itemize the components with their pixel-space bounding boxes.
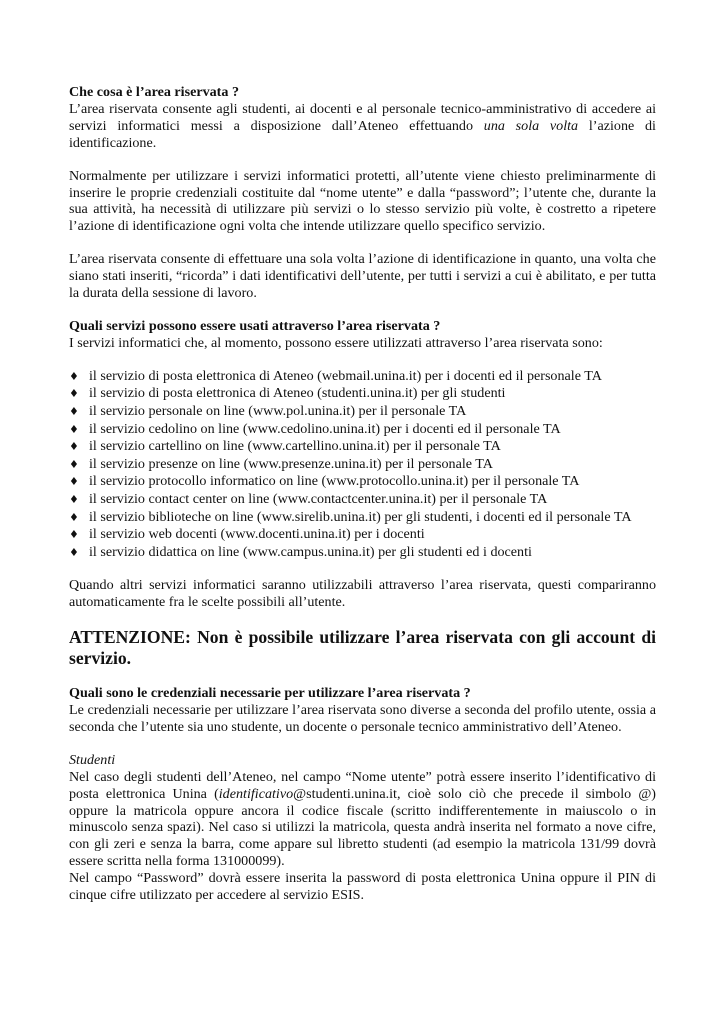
service-item-text: il servizio web docenti (www.docenti.unina.it) per i docenti: [89, 526, 425, 543]
diamond-bullet-icon: ♦: [69, 457, 79, 471]
paragraph-students-username: [69, 769, 656, 870]
service-list-item: [69, 456, 656, 474]
paragraph-normal-login: Normalmente per utilizzare i servizi informatici protetti, all’utente viene chiesto preliminarmente di inserire le proprie credenziali costituite dal “nome utente” e dalla “password”; l’utente che, durante la sua attività, ha necessità di utilizzare più servizi o lo stesso servizio più volte, è costretto a ripetere l’azione di identificazione ogni volta che intende utilizzare quello specifico servizio.: [69, 167, 656, 235]
paragraph-students-username-b: @studenti.unina.it, cioè solo ciò che precede il simbolo @) oppure la matricola oppure ancora il codice fiscale (scritto indifferentemente in maiuscolo o in minuscolo senza spazi). Nel caso si utilizzi la matricola, questa andrà inserita nel formato a nove cifre, con gli zeri e senza la barra, come appare sul libretto studenti (ad esempio la matricola 131/99 dovrà essere scritta nella forma 131000099).: [69, 785, 656, 870]
service-list-item: [69, 473, 656, 491]
service-item-text: il servizio presenze on line (www.presenze.unina.it) per il personale TA: [89, 455, 493, 472]
section-heading-services: Quali servizi possono essere usati attraverso l’area riservata ?: [69, 317, 441, 334]
service-list-item: [69, 509, 656, 527]
paragraph-students-username-emphasis: identificativo: [218, 785, 294, 802]
service-item-text: il servizio protocollo informatico on line (www.protocollo.unina.it) per il personale TA: [89, 473, 580, 490]
diamond-bullet-icon: ♦: [69, 440, 79, 454]
diamond-bullet-icon: ♦: [69, 404, 79, 418]
service-item-text: il servizio cartellino on line (www.cartellino.unina.it) per il personale TA: [89, 438, 501, 455]
paragraph-services-intro: I servizi informatici che, al momento, possono essere utilizzati attraverso l’area riservata sono:: [69, 334, 603, 351]
diamond-bullet-icon: ♦: [69, 492, 79, 506]
document-page: [69, 84, 656, 904]
diamond-bullet-icon: ♦: [69, 422, 79, 436]
service-list-item: [69, 438, 656, 456]
paragraph-intro-emphasis: una sola volta: [483, 117, 579, 134]
paragraph-intro-a: L’area riservata consente agli studenti, ai docenti e al personale tecnico-amministrativo di accedere ai servizi informatici messi a disposizione dall’Ateneo effettuando: [69, 100, 656, 134]
diamond-bullet-icon: ♦: [69, 510, 79, 524]
diamond-bullet-icon: ♦: [69, 475, 79, 489]
service-list-item: [69, 491, 656, 509]
subheading-students: [69, 752, 656, 769]
paragraph-students-password: Nel campo “Password” dovrà essere inserita la password di posta elettronica Unina oppure il PIN di cinque cifre utilizzato per accedere al servizio ESIS.: [69, 870, 656, 904]
section-heading-credentials: Quali sono le credenziali necessarie per utilizzare l’area riservata ?: [69, 685, 471, 702]
subheading-students-label: Studenti: [69, 751, 116, 768]
service-item-text: il servizio biblioteche on line (www.sirelib.unina.it) per gli studenti, i docenti ed il personale TA: [89, 508, 632, 525]
service-list-item: [69, 403, 656, 421]
diamond-bullet-icon: ♦: [69, 528, 79, 542]
warning-heading: ATTENZIONE: Non è possibile utilizzare l’area riservata con gli account di servizio.: [69, 627, 656, 669]
service-item-text: il servizio personale on line (www.pol.unina.it) per il personale TA: [89, 402, 467, 419]
paragraph-credentials-intro: Le credenziali necessarie per utilizzare l’area riservata sono diverse a seconda del profilo utente, ossia a seconda che l’utente sia uno studente, un docente o personale tecnico amministrativo dell’Ateneo.: [69, 702, 656, 735]
service-item-text: il servizio di posta elettronica di Ateneo (studenti.unina.it) per gli studenti: [89, 385, 506, 402]
paragraph-intro: [69, 101, 656, 152]
diamond-bullet-icon: ♦: [69, 545, 79, 559]
section-heading-what-is: Che cosa è l’area riservata ?: [69, 84, 239, 100]
diamond-bullet-icon: ♦: [69, 387, 79, 401]
paragraph-single-sign-on: L’area riservata consente di effettuare una sola volta l’azione di identificazione in quanto, una volta che siano stati inseriti, “ricorda” i dati identificativi dell’utente, per tutti i servizi a cui è abilitato, e per tutta la durata della sessione di lavoro.: [69, 251, 656, 302]
service-item-text: il servizio di posta elettronica di Ateneo (webmail.unina.it) per i docenti ed il personale TA: [89, 367, 602, 384]
service-item-text: il servizio contact center on line (www.contactcenter.unina.it) per il personale TA: [89, 490, 548, 507]
service-list-item: [69, 385, 656, 403]
paragraph-students-username-a: Nel caso degli studenti dell’Ateneo, nel campo “Nome utente” potrà essere inserito l’identificativo di posta elettronica Unina (: [69, 768, 656, 802]
service-list-item: [69, 368, 656, 386]
service-item-text: il servizio cedolino on line (www.cedolino.unina.it) per i docenti ed il personale TA: [89, 420, 561, 437]
diamond-bullet-icon: ♦: [69, 369, 79, 383]
services-list: [69, 368, 656, 562]
paragraph-intro-b: l’azione di identificazione.: [69, 117, 656, 151]
service-list-item: [69, 544, 656, 562]
service-item-text: il servizio didattica on line (www.campus.unina.it) per gli studenti ed i docenti: [89, 543, 532, 560]
paragraph-future-services: Quando altri servizi informatici saranno utilizzabili attraverso l’area riservata, questi compariranno automaticamente fra le scelte possibili all’utente.: [69, 577, 656, 611]
service-list-item: [69, 526, 656, 544]
service-list-item: [69, 421, 656, 439]
